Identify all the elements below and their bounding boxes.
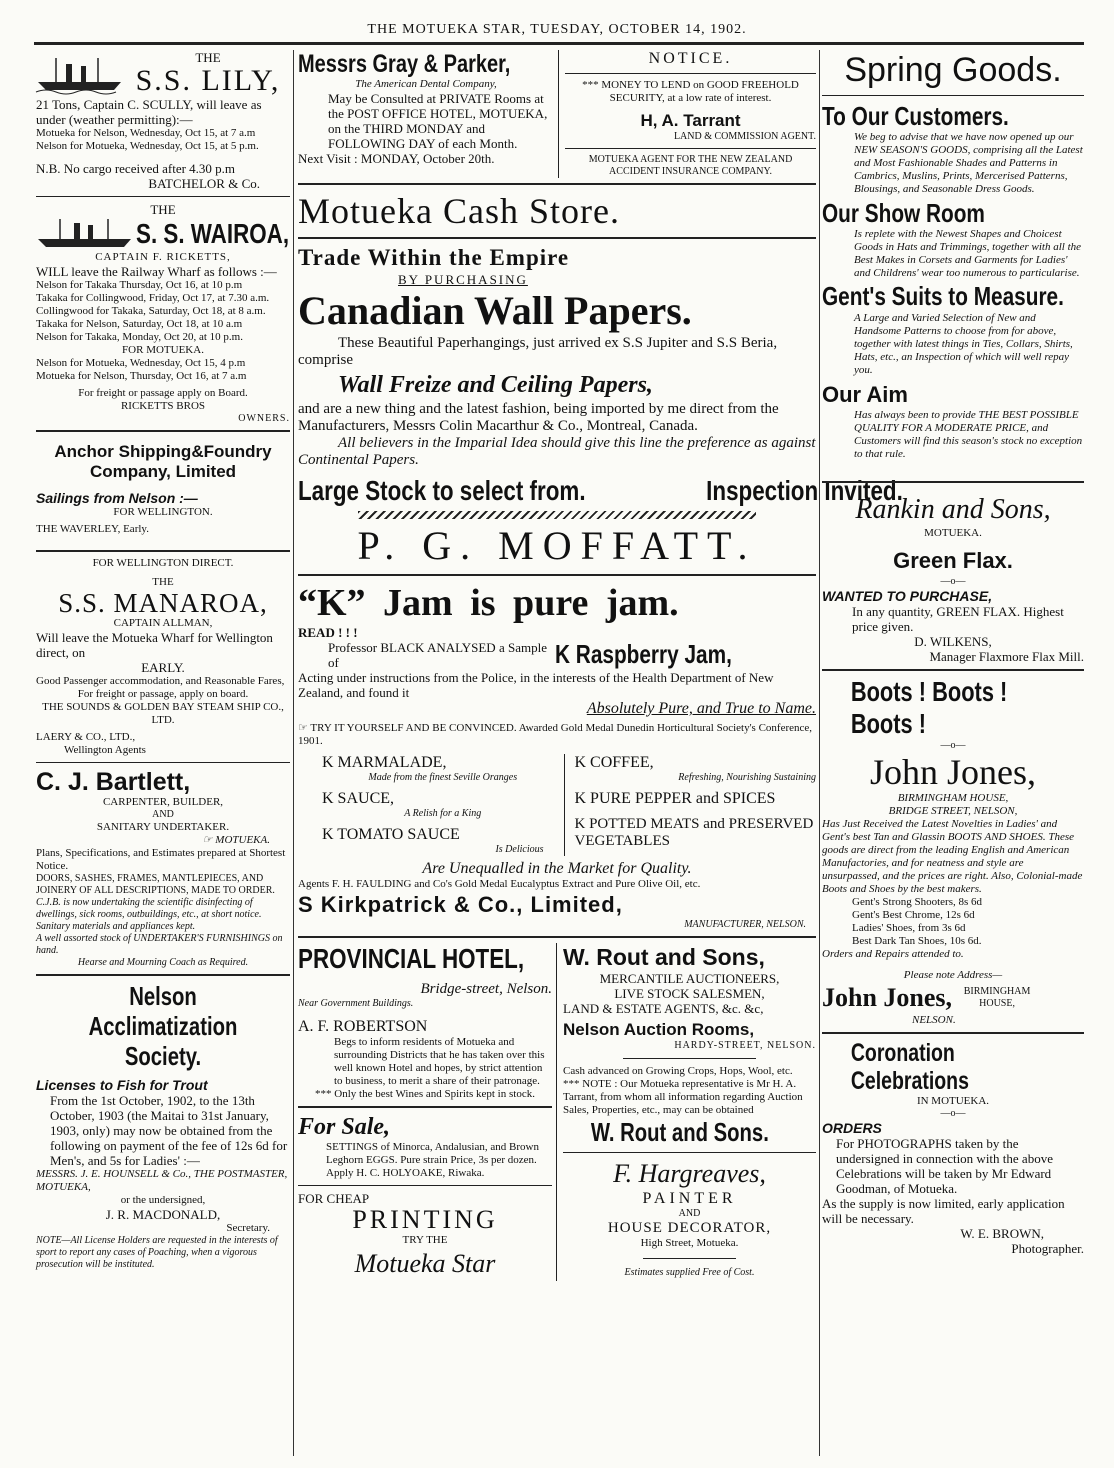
- printing-for: FOR CHEAP: [298, 1191, 370, 1206]
- wairoa-sub: FOR MOTUEKA.: [122, 344, 204, 356]
- masthead: THE MOTUEKA STAR, TUESDAY, OCTOBER 14, 1902.: [367, 22, 747, 37]
- coronation-name: W. E. BROWN,: [960, 1226, 1044, 1241]
- notice-role: LAND & COMMISSION AGENT.: [673, 131, 816, 142]
- wairoa-line: Nelson for Motueka, Wednesday, Oct 15, 4 p.m: [36, 357, 246, 369]
- rout-line: MERCANTILE AUCTIONEERS,: [599, 971, 780, 986]
- boots-price: Best Dark Tan Shoes, 10s 6d.: [852, 935, 982, 947]
- rankin-body: In any quantity, GREEN FLAX. Highest price given.: [852, 604, 1064, 634]
- jam-read: READ ! ! !: [298, 625, 358, 640]
- jam-item: K COFFEE,: [574, 754, 654, 771]
- lily-nb: N.B. No cargo received after 4.30 p.m: [36, 161, 236, 176]
- manaroa-direct: FOR WELLINGTON DIRECT.: [92, 557, 234, 569]
- hotel-street: Bridge-street, Nelson.: [420, 981, 552, 997]
- wairoa-the: THE: [150, 202, 176, 217]
- cash-canadian: Canadian Wall Papers.: [298, 288, 692, 333]
- spring-to: To Our Customers.: [822, 101, 1009, 131]
- bartlett-and: AND: [152, 809, 174, 820]
- manaroa-agents-label: Wellington Agents: [64, 744, 146, 756]
- rankin-place: MOTUEKA.: [924, 527, 982, 539]
- jam-manu: MANUFACTURER, NELSON.: [684, 919, 806, 930]
- forsale-body: SETTINGS of Minorca, Andalusian, and Brown Leghorn EGGS. Pure strain Price, 3s per dozen. Apply H. C. HOLYOAKE, Riwaka.: [326, 1141, 539, 1179]
- coronation-ad: [822, 1039, 1084, 1256]
- jam-pure: Absolutely Pure, and True to Name.: [586, 700, 816, 717]
- wairoa-owners-label: OWNERS.: [238, 413, 290, 424]
- manaroa-early: EARLY.: [141, 660, 185, 675]
- bartlett-ad: [36, 768, 290, 969]
- jam-item: K PURE PEPPER and SPICES: [574, 790, 776, 807]
- anchor-title: Anchor Shipping&Foundry Company, Limited: [54, 442, 272, 481]
- cash-trade: Trade Within the Empire: [298, 245, 570, 270]
- rout-line: LIVE STOCK SALESMEN,: [614, 986, 765, 1001]
- printing-try: TRY THE: [402, 1234, 448, 1246]
- lily-line: Motueka for Nelson, Wednesday, Oct 15, at 7 a.m: [36, 127, 256, 139]
- anchor-for: FOR WELLINGTON.: [113, 506, 213, 518]
- column-rule: [819, 50, 820, 1456]
- lily-line: Nelson for Motueka, Wednesday, Oct 15, at 5 p.m.: [36, 140, 259, 152]
- harg-and: AND: [678, 1208, 701, 1219]
- rankin-ad: [822, 493, 1084, 664]
- bartlett-hearse: Hearse and Mourning Coach as Required.: [77, 957, 249, 968]
- bartlett-trade: CARPENTER, BUILDER,: [102, 796, 224, 808]
- manaroa-captain: CAPTAIN ALLMAN,: [113, 617, 213, 629]
- lily-name: S.S. LILY,: [135, 64, 281, 97]
- wairoa-line: Motueka for Nelson, Thursday, Oct 16, at 7 a.m: [36, 370, 247, 382]
- harg-house: HOUSE DECORATOR,: [607, 1220, 772, 1236]
- jam-item: K SAUCE,: [322, 790, 395, 807]
- spring-aim: Our Aim: [822, 382, 908, 407]
- bartlett-cjb: C.J.B. is now undertaking the scientific disinfecting of dwellings, sick rooms, outbuildings, etc., at short notice. Sanitary materials and appliances kept.: [36, 897, 262, 932]
- wairoa-name: S. S. WAIROA,: [136, 218, 290, 249]
- separator-dash: —o—: [940, 740, 966, 751]
- hotel-title: PROVINCIAL HOTEL,: [298, 943, 525, 974]
- wairoa-intro: WILL leave the Railway Wharf as follows :—: [36, 264, 277, 279]
- boots-sig-house: BIRMINGHAM HOUSE,: [963, 986, 1031, 1009]
- jam-agents: Agents F. H. FAULDING and Co's Gold Medal Eucalyptus Extract and Pure Olive Oil, etc.: [298, 878, 701, 890]
- lily-body: 21 Tons, Captain C. SCULLY, will leave as under (weather permitting):—: [36, 97, 262, 127]
- forsale-title: For Sale,: [298, 1114, 391, 1140]
- acclim-sec: Secretary.: [226, 1222, 270, 1234]
- acclim-ad: [36, 981, 290, 1271]
- bartlett-stock: A well assorted stock of UNDERTAKER'S FURNISHINGS on hand.: [36, 933, 283, 956]
- boots-street: BRIDGE STREET, NELSON,: [888, 805, 1018, 817]
- coronation-supply: As the supply is now limited, early application will be necessary.: [822, 1196, 1065, 1226]
- hotel-near: Near Government Buildings.: [298, 998, 414, 1009]
- wairoa-freight: For freight or passage apply on Board.: [78, 387, 248, 399]
- rout-ad: [563, 943, 816, 1147]
- anchor-ad: [36, 442, 290, 536]
- boots-price: Gent's Strong Shooters, 8s 6d: [852, 896, 983, 908]
- notice-body: *** MONEY TO LEND on GOOD FREEHOLD SECURITY, at a low rate of interest.: [582, 79, 799, 104]
- cash-moffatt: P. G. MOFFATT.: [357, 523, 757, 568]
- jam-item-sub: Made from the finest Seville Oranges: [368, 772, 518, 783]
- ornament-rule: [358, 511, 756, 519]
- rout-line: LAND & ESTATE AGENTS, &c. &c,: [563, 1001, 764, 1016]
- spring-p4: Has always been to provide THE BEST POSSIBLE QUALITY FOR A MODERATE PRICE, and Customers will find this season's stock no exception to that rule.: [854, 409, 1083, 460]
- rout-title: W. Rout and Sons,: [563, 944, 765, 970]
- wairoa-ad: [36, 202, 290, 425]
- coronation-orders: ORDERS: [822, 1120, 882, 1136]
- hotel-ad: [298, 943, 552, 1101]
- printing-ad: [298, 1191, 552, 1281]
- lily-agent: BATCHELOR & Co.: [148, 176, 260, 191]
- boots-sig: John Jones,: [822, 983, 953, 1012]
- gray-sub: The American Dental Company,: [355, 78, 497, 90]
- wairoa-owners: RICKETTS BROS: [120, 400, 206, 412]
- lily-the: THE: [195, 50, 221, 65]
- spring-gents: Gent's Suits to Measure.: [822, 281, 1064, 311]
- coronation-role: Photographer.: [1011, 1241, 1084, 1256]
- cash-body2: and are a new thing and the latest fashion, being imported by me direct from the Manufacturers, Messrs Colin Macarthur & Co., Montreal, Canada.: [298, 401, 779, 434]
- boots-title: Boots ! Boots ! Boots !: [850, 676, 1008, 739]
- manaroa-body: Will leave the Motueka Wharf for Wellington direct, on: [36, 630, 273, 660]
- separator-dash: —o—: [940, 576, 966, 587]
- jam-title: “K” Jam is pure jam.: [298, 582, 679, 624]
- hotel-body: Begs to inform residents of Motueka and surrounding Districts that he has taken over this well known Hotel and hopes, by strict attention to business, to merit a share of their patronage.: [334, 1036, 545, 1087]
- rout-sig: W. Rout and Sons.: [590, 1117, 769, 1147]
- jam-unequalled: Are Unequalled in the Market for Quality.: [422, 860, 692, 877]
- boots-ad: [822, 676, 1084, 1027]
- harg-addr: High Street, Motueka.: [640, 1237, 739, 1249]
- manaroa-company: THE SOUNDS & GOLDEN BAY STEAM SHIP CO., LTD.: [42, 701, 284, 726]
- jam-acting: Acting under instructions from the Police, in the interests of the Health Department of New Zealand, and found it: [298, 670, 774, 700]
- bartlett-place: [36, 834, 290, 847]
- column-left: [36, 50, 290, 1456]
- rout-rooms: Nelson Auction Rooms,: [563, 1020, 755, 1039]
- rankin-wanted: WANTED TO PURCHASE,: [822, 588, 993, 604]
- wairoa-captain: CAPTAIN F. RICKETTS,: [95, 251, 231, 263]
- boots-price: Ladies' Shoes, from 3s 6d: [852, 922, 966, 934]
- wairoa-line: Collingwood for Takaka, Saturday, Oct 18, at 8 a.m.: [36, 305, 266, 317]
- hargreaves-ad: [563, 1158, 816, 1279]
- wairoa-line: Takaka for Nelson, Saturday, Oct 18, at 10 a.m: [36, 318, 243, 330]
- rout-note: *** NOTE : Our Motueka representative is Mr H. A. Tarrant, from whom all information regarding Auction Sales, Properties, etc., may can be obtained: [563, 1078, 803, 1116]
- manaroa-agents: LAERY & CO., LTD.,: [36, 731, 136, 743]
- jam-kr: K Raspberry Jam,: [554, 639, 732, 669]
- column-right: [822, 50, 1084, 1456]
- gray-next: Next Visit : MONDAY, October 20th.: [298, 151, 495, 166]
- acclim-sig: J. R. MACDONALD,: [105, 1207, 221, 1222]
- boots-sig-place: NELSON.: [912, 1014, 956, 1026]
- hotel-name: A. F. ROBERTSON: [298, 1018, 428, 1035]
- rout-cash: Cash advanced on Growing Crops, Hops, Wool, etc.: [563, 1065, 793, 1077]
- lily-ad: [36, 50, 290, 191]
- bartlett-place-text: MOTUEKA.: [215, 834, 270, 846]
- boots-name: John Jones,: [869, 752, 1036, 792]
- cash-inspect: Inspection Invited.: [706, 475, 904, 506]
- acclim-title: Society.: [124, 1041, 202, 1071]
- forsale-ad: [298, 1113, 552, 1180]
- jam-ad: [298, 581, 816, 931]
- gray-body: May be Consulted at PRIVATE Rooms at the POST OFFICE HOTEL, MOTUEKA, on the THIRD MONDAY and FOLLOWING DAY of each Month.: [328, 91, 548, 151]
- jam-item: K TOMATO SAUCE: [322, 826, 460, 843]
- jam-item: K POTTED MEATS and PRESERVED VEGETABLES: [574, 816, 814, 849]
- pointing-hand-icon: ☞: [202, 834, 216, 846]
- boots-price: Gent's Best Chrome, 12s 6d: [852, 909, 975, 921]
- gray-title: Messrs Gray & Parker,: [298, 50, 511, 78]
- pointing-hand-icon: ☞: [298, 722, 311, 734]
- spring-p1: We beg to advise that we have now opened up our NEW SEASON'S GOODS, comprising all the Latest and Most Fashionable Shades and Patterns in Cambrics, Muslins, Prints, Mercerised Patterns, Blousings, and Seasonable Dress Goods.: [854, 131, 1083, 195]
- cash-large: Large Stock to select from.: [298, 475, 586, 506]
- coronation-body: For PHOTOGRAPHS taken by the undersigned in connection with the above Celebrations will be taken by Mr Edward Goodman, of Motueka.: [836, 1136, 1053, 1196]
- spring-p2: Is replete with the Newest Shapes and Choicest Goods in Hats and Trimmings, together with all the Best Makes in Corsets and Garments for Ladies' and Childrens' wear too numerous to particularise.: [854, 228, 1082, 279]
- notice-name: H, A. Tarrant: [640, 111, 741, 130]
- separator-dash: —o—: [940, 1108, 966, 1119]
- manaroa-freight: For freight or passage, apply on board.: [77, 688, 249, 700]
- wairoa-line: Nelson for Takaka Thursday, Oct 16, at 10 p.m: [36, 279, 243, 291]
- cash-body1: These Beautiful Paperhangings, just arrived ex S.S Jupiter and S.S Beria, comprise: [298, 335, 778, 368]
- spring-goods-ad: [822, 50, 1084, 461]
- manaroa-the: THE: [152, 576, 174, 588]
- cash-believers: All believers in the Imparial Idea should give this line the preference as against Continental Papers.: [298, 435, 816, 468]
- cash-title: Motueka Cash Store.: [298, 191, 620, 231]
- hotel-wines: *** Only the best Wines and Spirits kept in stock.: [315, 1088, 535, 1100]
- rankin-name: D. WILKENS,: [914, 634, 992, 649]
- jam-kirk: S Kirkpatrick & Co., Limited,: [298, 892, 623, 917]
- top-rule: [34, 42, 1084, 45]
- anchor-waverley: THE WAVERLEY, Early.: [36, 523, 149, 535]
- acclim-note: NOTE—All License Holders are requested in the interests of sport to report any cases of Poaching, when a vigorous prosecution will be instituted.: [36, 1235, 278, 1270]
- notice-agent: MOTUEKA AGENT FOR THE NEW ZEALAND ACCIDENT INSURANCE COMPANY.: [588, 154, 793, 177]
- jam-prof: Professor BLACK ANALYSED a Sample of: [328, 640, 547, 670]
- harg-name: F. Hargreaves,: [613, 1159, 766, 1188]
- steamship-icon: [36, 54, 126, 94]
- acclim-sub: Licenses to Fish for Trout: [36, 1077, 208, 1093]
- jam-item: K MARMALADE,: [322, 754, 447, 771]
- wairoa-line: Nelson for Takaka, Monday, Oct 20, at 10 p.m.: [36, 331, 243, 343]
- acclim-or: or the undersigned,: [120, 1194, 206, 1206]
- notice-ad: [559, 50, 816, 178]
- gray-parker-ad: [298, 50, 559, 178]
- boots-body: Has Just Received the Latest Novelties in Ladies' and Gent's best Tan and Glassin BOOTS AND SHOES. These goods are direct from the leading English and American Manufactories, and for neatness and style are unsurpassed, and the prices are right. Also, Colonial-made Boots and Shoes by the best makers.: [822, 818, 1083, 895]
- rankin-flax: Green Flax.: [893, 548, 1013, 573]
- steamship-icon: [36, 217, 136, 251]
- notice-title: NOTICE.: [648, 50, 733, 67]
- jam-try: [298, 722, 816, 748]
- jam-try-text: TRY IT YOURSELF AND BE CONVINCED. Awarded Gold Medal Dunedin Horticultural Society's Conference, 1901.: [298, 722, 813, 747]
- acclim-title: Nelson Acclimatization: [88, 981, 238, 1041]
- spring-show: Our Show Room: [822, 198, 985, 228]
- boots-house: BIRMINGHAM HOUSE,: [897, 792, 1009, 804]
- manaroa-accom: Good Passenger accommodation, and Reasonable Fares,: [36, 675, 285, 687]
- bartlett-name: C. J. Bartlett,: [36, 768, 191, 796]
- acclim-body: From the 1st October, 1902, to the 13th October, 1903 (the Maitai to 31st January, 1903, only) may now be obtained from the following on payment of the fee of 12s 6d for Men's, and 5s for Ladies' :—: [50, 1093, 288, 1168]
- rankin-mgr: Manager Flaxmore Flax Mill.: [929, 649, 1084, 664]
- rout-st: HARDY-STREET, NELSON.: [674, 1040, 816, 1051]
- spring-p3: A Large and Varied Selection of New and Handsome Patterns to choose from for above, together with latest things in Ties, Collars, Shirts, Hats, etc., an Inspection of which will well repay you.: [854, 312, 1073, 376]
- spring-title: Spring Goods.: [844, 51, 1062, 89]
- coronation-in: IN MOTUEKA.: [916, 1095, 990, 1107]
- printing-star: Motueka Star: [354, 1249, 496, 1278]
- cash-by: BY PURCHASING: [398, 272, 528, 287]
- column-rule: [293, 50, 294, 1456]
- manaroa-name: S.S. MANAROA,: [58, 588, 268, 618]
- anchor-sailings: Sailings from Nelson :—: [36, 490, 198, 506]
- jam-item-sub: Refreshing, Nourishing Sustaining: [678, 772, 816, 783]
- harg-painter: PAINTER: [642, 1190, 737, 1207]
- wairoa-line: Takaka for Collingwood, Friday, Oct 17, at 7.30 a.m.: [36, 292, 270, 304]
- bartlett-trade: SANITARY UNDERTAKER.: [96, 821, 230, 833]
- jam-item-sub: A Relish for a King: [404, 808, 482, 819]
- acclim-agents: MESSRS. J. E. HOUNSELL & Co., THE POSTMASTER, MOTUEKA,: [36, 1168, 288, 1193]
- rankin-title: Rankin and Sons,: [855, 494, 1051, 525]
- boots-please: Please note Address—: [903, 969, 1003, 981]
- boots-orders: Orders and Repairs attended to.: [822, 948, 964, 960]
- coronation-title: Coronation Celebrations: [850, 1039, 969, 1095]
- jam-item-sub: Is Delicious: [495, 844, 544, 855]
- bartlett-doors: DOORS, SASHES, FRAMES, MANTLEPIECES, AND JOINERY OF ALL DESCRIPTIONS, MADE TO ORDER.: [36, 873, 275, 896]
- manaroa-ad: [36, 557, 290, 757]
- harg-est: Estimates supplied Free of Cost.: [624, 1267, 755, 1278]
- bartlett-plans: Plans, Specifications, and Estimates prepared at Shortest Notice.: [36, 847, 286, 872]
- printing-title: PRINTING: [352, 1205, 498, 1234]
- cash-gothic: Wall Freize and Ceiling Papers,: [338, 372, 653, 398]
